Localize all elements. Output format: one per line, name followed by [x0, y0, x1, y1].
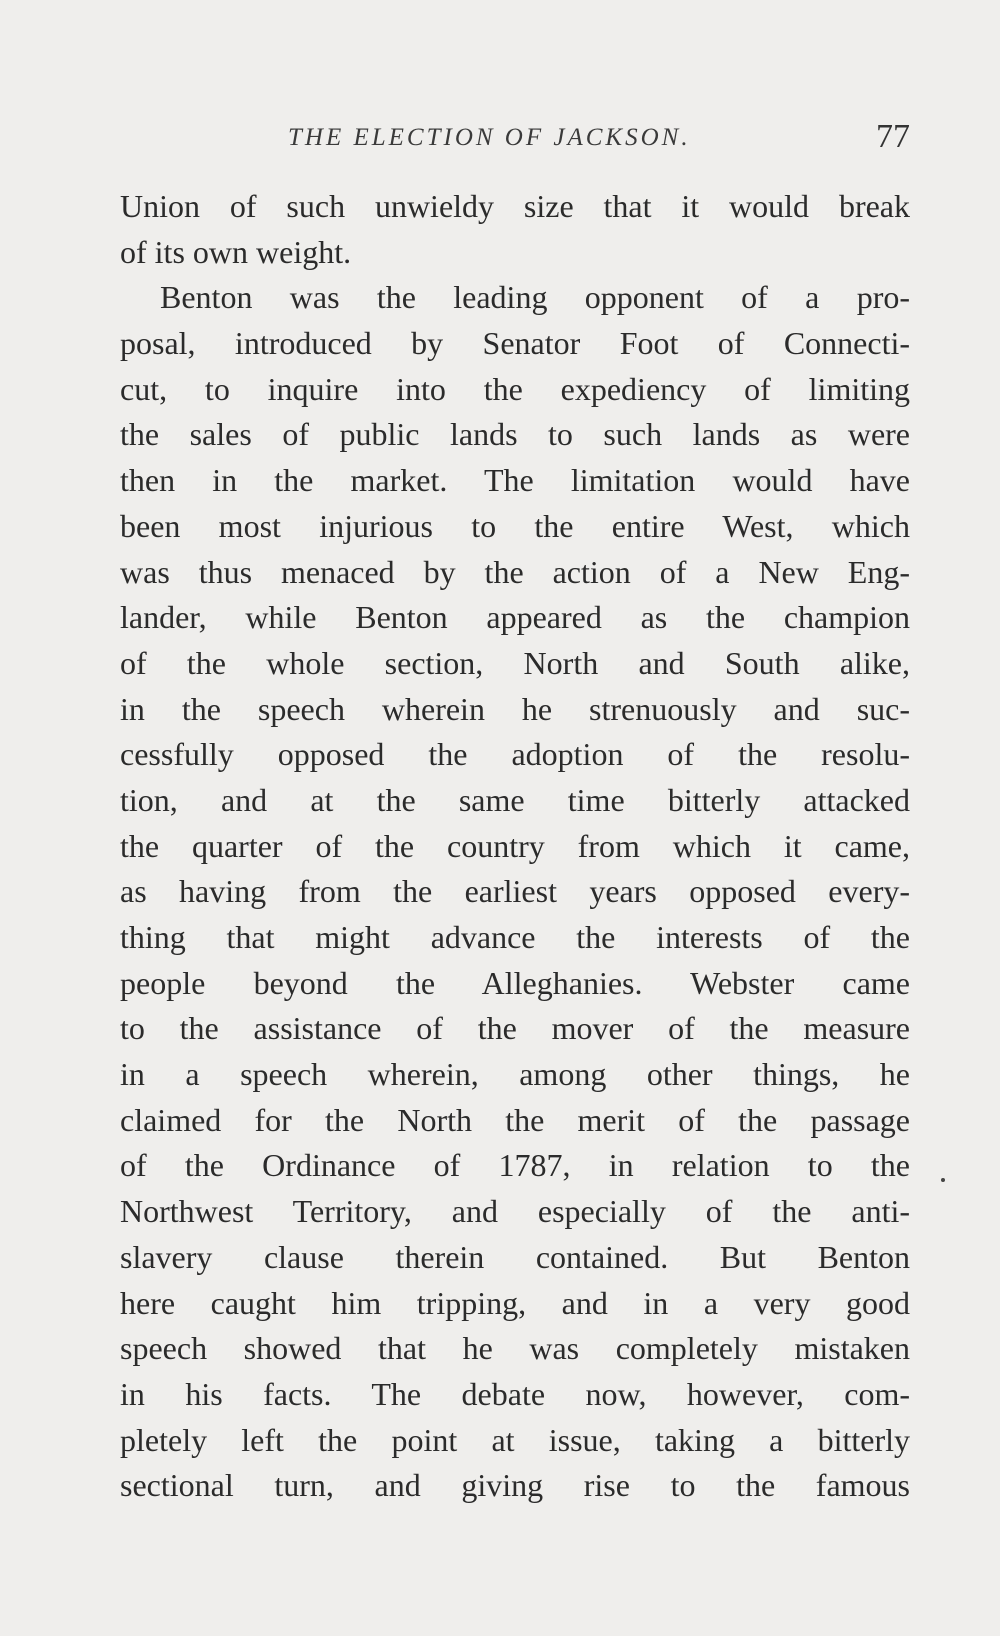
text-line: been most injurious to the entire West, which — [120, 507, 910, 544]
text-line: people beyond the Alleghanies. Webster came — [120, 964, 910, 1001]
text-line: here caught him tripping, and in a very good — [120, 1284, 910, 1321]
text-line: cut, to inquire into the expediency of limiting — [120, 370, 910, 407]
text-line: Northwest Territory, and especially of the anti- — [120, 1193, 910, 1230]
text-line: claimed for the North the merit of the passage — [120, 1101, 910, 1138]
text-line: lander, while Benton appeared as the champion — [120, 599, 910, 636]
text-line: of the whole section, North and South alike, — [120, 644, 910, 681]
text-line: of its own weight. — [120, 233, 352, 270]
text-line: the quarter of the country from which it came, — [120, 827, 910, 864]
page-number: 77 — [876, 118, 910, 155]
text-line: thing that might advance the interests of the — [120, 919, 910, 955]
text-line: Union of such unwieldy size that it would break — [120, 188, 910, 224]
text-line: posal, introduced by Senator Foot of Connecti- — [120, 325, 910, 362]
running-title: THE ELECTION OF JACKSON. — [288, 124, 691, 151]
text-line: in the speech wherein he strenuously and suc- — [120, 690, 910, 727]
text-line: was thus menaced by the action of a New Eng- — [120, 553, 910, 590]
text-line: then in the market. The limitation would have — [120, 462, 910, 499]
text-line: slavery clause therein contained. But Benton — [120, 1238, 910, 1275]
text-line: cessfully opposed the adoption of the resolu- — [120, 736, 910, 773]
text-line: pletely left the point at issue, taking a bitterly — [120, 1421, 910, 1458]
running-head — [120, 118, 910, 162]
text-line: as having from the earliest years opposed every- — [120, 873, 910, 910]
text-line: to the assistance of the mover of the measure — [120, 1010, 910, 1047]
text-line: of the Ordinance of 1787, in relation to the — [120, 1147, 910, 1184]
text-line: Benton was the leading opponent of a pro- — [160, 279, 910, 316]
body-text — [120, 184, 910, 1509]
text-line: speech showed that he was completely mistaken — [120, 1330, 910, 1367]
text-line: in a speech wherein, among other things, he — [120, 1056, 910, 1093]
text-line: tion, and at the same time bitterly attacked — [120, 781, 910, 818]
text-line: sectional turn, and giving rise to the famous — [120, 1467, 910, 1504]
text-line: in his facts. The debate now, however, com- — [120, 1375, 910, 1412]
text-line: the sales of public lands to such lands as were — [120, 416, 910, 453]
ink-speck — [941, 1178, 945, 1182]
